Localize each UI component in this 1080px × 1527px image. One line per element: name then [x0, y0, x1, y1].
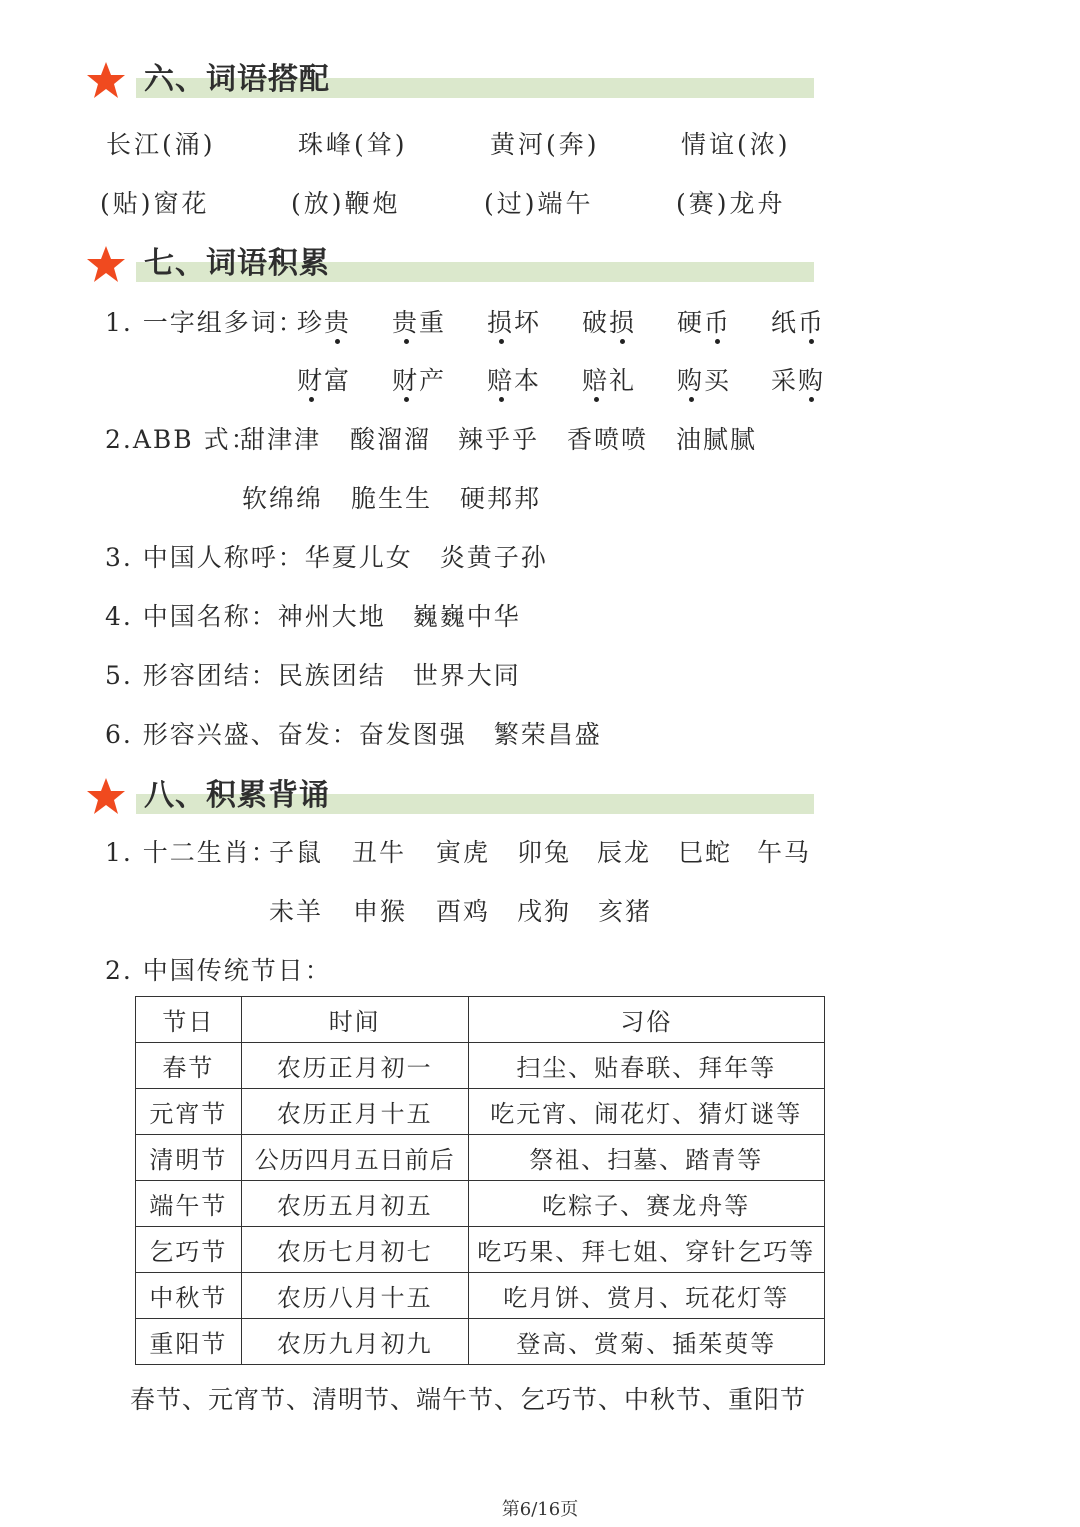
word: 辣乎乎 [458, 425, 540, 454]
item-line: 5. 形容团结：民族团结 世界大同 [105, 661, 521, 690]
word-pair: (过)端午 [484, 189, 594, 218]
emphasis-dot [404, 397, 409, 402]
word: 破损 [582, 308, 637, 337]
table-cell: 公历四月五日前后 [241, 1135, 468, 1181]
zodiac-word: 亥猪 [598, 897, 653, 926]
section-header-8 [86, 776, 826, 826]
word: 甜津津 [240, 425, 322, 454]
emphasis-dot [809, 397, 814, 402]
emphasis-dot [594, 397, 599, 402]
word: 财富 [297, 366, 352, 395]
word-pair: (赛)龙舟 [676, 189, 786, 218]
word: 酸溜溜 [350, 425, 432, 454]
word: 贵重 [392, 308, 447, 337]
table-cell: 吃月饼、赏月、玩花灯等 [468, 1273, 824, 1319]
emphasis-dot [689, 397, 694, 402]
page-number: 第6/16页 [501, 1499, 579, 1520]
section-header-7 [86, 244, 826, 294]
zodiac-word: 午马 [757, 838, 812, 867]
table-cell: 吃巧果、拜七姐、穿针乞巧等 [468, 1227, 824, 1273]
table-row [136, 1227, 825, 1273]
zodiac-word: 巳蛇 [678, 838, 733, 867]
word: 财产 [392, 366, 447, 395]
table-cell: 春节 [136, 1043, 242, 1089]
emphasis-dot [620, 339, 625, 344]
item-line: 4. 中国名称：神州大地 巍巍中华 [105, 602, 521, 631]
word: 损坏 [487, 308, 542, 337]
zodiac-word: 申猴 [353, 897, 408, 926]
emphasis-dot [335, 339, 340, 344]
table-row [136, 1135, 825, 1181]
item-line: 6. 形容兴盛、奋发：奋发图强 繁荣昌盛 [105, 720, 602, 749]
table-row [136, 1273, 825, 1319]
word-pair: 长江(涌) [106, 130, 216, 159]
emphasis-dot [499, 397, 504, 402]
table-cell: 扫尘、贴春联、拜年等 [468, 1043, 824, 1089]
table-header-row [136, 997, 825, 1043]
table-cell: 吃元宵、闹花灯、猜灯谜等 [468, 1089, 824, 1135]
table-cell: 农历九月初九 [241, 1319, 468, 1365]
zodiac-word: 戌狗 [517, 897, 572, 926]
word: 软绵绵 [242, 484, 324, 513]
table-cell: 清明节 [136, 1135, 242, 1181]
section-title: 八、积累背诵 [144, 778, 330, 813]
item-label: 2.ABB 式： [105, 425, 258, 454]
zodiac-word: 未羊 [269, 897, 324, 926]
item-label: 1. 十二生肖： [105, 838, 278, 867]
table-cell: 农历正月十五 [241, 1089, 468, 1135]
table-cell: 祭祖、扫墓、踏青等 [468, 1135, 824, 1181]
emphasis-dot [715, 339, 720, 344]
zodiac-word: 丑牛 [352, 838, 407, 867]
star-icon [86, 776, 126, 816]
table-header: 时间 [241, 997, 468, 1043]
emphasis-dot [309, 397, 314, 402]
star-icon [86, 244, 126, 284]
table-cell: 农历五月初五 [241, 1181, 468, 1227]
table-row [136, 1319, 825, 1365]
section-header-6 [86, 60, 826, 110]
word-pair: (放)鞭炮 [291, 189, 401, 218]
table-cell: 登高、赏菊、插茱萸等 [468, 1319, 824, 1365]
festival-table [135, 996, 825, 1365]
word-pair: (贴)窗花 [100, 189, 210, 218]
item-label: 2. 中国传统节日： [105, 956, 332, 985]
table-cell: 中秋节 [136, 1273, 242, 1319]
table-row [136, 1181, 825, 1227]
zodiac-word: 酉鸡 [436, 897, 491, 926]
table-cell: 元宵节 [136, 1089, 242, 1135]
word: 硬邦邦 [460, 484, 542, 513]
zodiac-word: 卯兔 [517, 838, 572, 867]
item-label: 1. 一字组多词： [105, 308, 305, 337]
section-title: 六、词语搭配 [144, 62, 330, 97]
word: 硬币 [677, 308, 732, 337]
table-header: 习俗 [468, 997, 824, 1043]
item-line: 3. 中国人称呼：华夏儿女 炎黄子孙 [105, 543, 548, 572]
section-title: 七、词语积累 [144, 246, 330, 281]
table-cell: 农历正月初一 [241, 1043, 468, 1089]
table-cell: 吃粽子、赛龙舟等 [468, 1181, 824, 1227]
word-pair: 黄河(奔) [490, 130, 600, 159]
word: 香喷喷 [567, 425, 649, 454]
table-cell: 农历七月初七 [241, 1227, 468, 1273]
star-icon [86, 60, 126, 100]
word: 珍贵 [297, 308, 352, 337]
word: 脆生生 [351, 484, 433, 513]
word: 采购 [771, 366, 826, 395]
emphasis-dot [809, 339, 814, 344]
table-cell: 乞巧节 [136, 1227, 242, 1273]
word: 油腻腻 [676, 425, 758, 454]
word: 购买 [677, 366, 732, 395]
table-cell: 农历八月十五 [241, 1273, 468, 1319]
table-cell: 重阳节 [136, 1319, 242, 1365]
word-pair: 珠峰(耸) [298, 130, 408, 159]
festival-list: 春节、元宵节、清明节、端午节、乞巧节、中秋节、重阳节 [130, 1385, 807, 1414]
table-header: 节日 [136, 997, 242, 1043]
zodiac-word: 辰龙 [597, 838, 652, 867]
table-row [136, 1089, 825, 1135]
zodiac-word: 寅虎 [436, 838, 491, 867]
word: 纸币 [771, 308, 826, 337]
word: 赔礼 [582, 366, 637, 395]
zodiac-word: 子鼠 [269, 838, 324, 867]
word: 赔本 [487, 366, 542, 395]
table-cell: 端午节 [136, 1181, 242, 1227]
emphasis-dot [499, 339, 504, 344]
word-pair: 情谊(浓) [681, 130, 791, 159]
emphasis-dot [404, 339, 409, 344]
table-row [136, 1043, 825, 1089]
